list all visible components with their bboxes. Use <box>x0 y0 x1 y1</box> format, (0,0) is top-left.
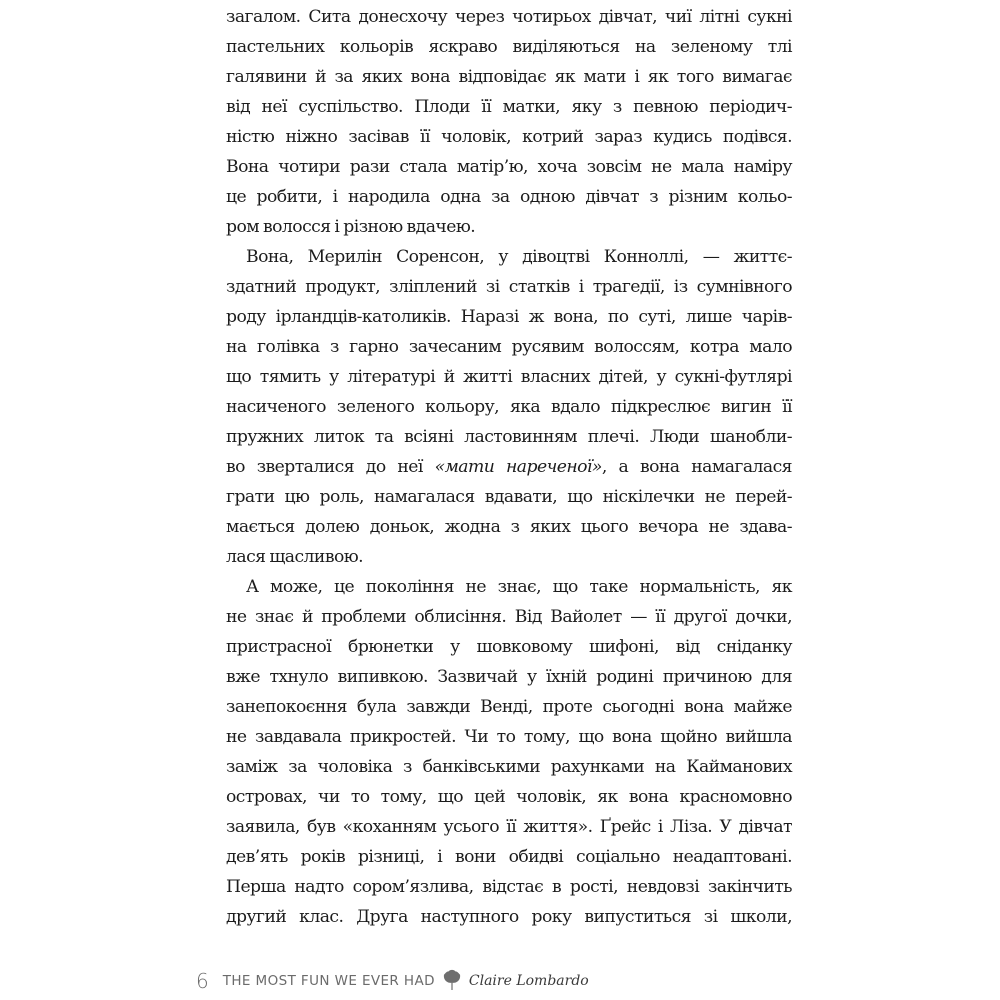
text-run: що тямить у літературі й житті власних дітей, у сукні-футлярі <box>226 367 792 387</box>
text-run: насиченого зеленого кольору, яка вдало підкреслює вигин її <box>226 397 792 417</box>
text-run: роду ірландців-католиків. Наразі ж вона, по суті, лише чарів- <box>226 307 792 327</box>
page-number: 6 <box>196 969 209 993</box>
text-line <box>226 392 792 422</box>
text-line <box>226 542 792 572</box>
text-run: А може, це покоління не знає, що таке нормальність, як <box>246 577 792 597</box>
text-line <box>226 92 792 122</box>
text-line <box>226 332 792 362</box>
text-run: грати цю роль, намагалася вдавати, що ніскілечки не перей- <box>226 487 792 507</box>
body-text <box>226 2 792 932</box>
text-line <box>226 722 792 752</box>
text-line <box>226 632 792 662</box>
text-line <box>226 602 792 632</box>
text-run: пристрасної брюнетки у шовковому шифоні, від сніданку <box>226 637 792 657</box>
text-run: ром волосся і різною вдачею. <box>226 217 476 237</box>
text-line <box>226 212 792 242</box>
text-line <box>226 872 792 902</box>
text-line <box>226 572 792 602</box>
italic-phrase: «мати нареченої» <box>434 457 602 477</box>
text-run: здатний продукт, зліплений зі статків і трагедії, із сумнівного <box>226 277 792 297</box>
running-footer <box>196 966 589 996</box>
text-line <box>226 662 792 692</box>
text-run: не знає й проблеми облисіння. Від Вайолет — її другої дочки, <box>226 607 792 627</box>
text-run: загалом. Сита донесхочу через чотирьох дівчат, чиї літні сукні <box>226 7 792 27</box>
text-line <box>226 152 792 182</box>
text-run: від неї суспільство. Плоди її матки, яку з певною періодич- <box>226 97 792 117</box>
text-run: галявини й за яких вона відповідає як мати і як того вимагає <box>226 67 792 87</box>
text-run: не завдавала прикростей. Чи то тому, що вона щойно вийшла <box>226 727 792 747</box>
text-line <box>226 452 792 482</box>
text-line <box>226 242 792 272</box>
text-line <box>226 422 792 452</box>
text-run: пастельних кольорів яскраво виділяються на зеленому тлі <box>226 37 792 57</box>
text-run: во зверталися до неї <box>226 457 435 477</box>
text-line <box>226 782 792 812</box>
text-line <box>226 902 792 932</box>
text-line <box>226 482 792 512</box>
text-line <box>226 512 792 542</box>
text-run: вже тхнуло випивкою. Зазвичай у їхній родині причиною для <box>226 667 792 687</box>
book-title: THE MOST FUN WE EVER HAD <box>222 973 435 989</box>
text-line <box>226 692 792 722</box>
text-run: це робити, і народила одна за одною дівчат з різним кольо- <box>226 187 792 207</box>
text-line <box>226 122 792 152</box>
text-line <box>226 362 792 392</box>
text-run: заміж за чоловіка з банківськими рахунками на Кайманових <box>226 757 792 777</box>
text-run: дев’ять років різниці, і вони обидві соціально неадаптовані. <box>226 847 792 867</box>
text-run: заявила, був «коханням усього її життя». Ґрейс і Ліза. У дівчат <box>226 817 792 837</box>
text-line <box>226 842 792 872</box>
text-run: пружних литок та всіяні ластовинням плечі. Люди шанобли- <box>226 427 792 447</box>
text-run: занепокоєння була завжди Венді, проте сьогодні вона майже <box>226 697 792 717</box>
paragraph <box>226 2 792 242</box>
text-line <box>226 272 792 302</box>
text-line <box>226 32 792 62</box>
text-run: Вона чотири рази стала матір’ю, хоча зовсім не мала наміру <box>226 157 792 177</box>
paragraph <box>226 572 792 932</box>
author-name: Claire Lombardo <box>468 973 589 989</box>
text-run: на голівка з гарно зачесаним русявим волоссям, котра мало <box>226 337 792 357</box>
ginkgo-leaf-icon <box>443 969 461 993</box>
text-run: Вона, Мерилін Соренсон, у дівоцтві Конноллі, — життє- <box>246 247 792 267</box>
text-run: ністю ніжно засівав її чоловік, котрий зараз кудись подівся. <box>226 127 792 147</box>
text-run: островах, чи то тому, що цей чоловік, як вона красномовно <box>226 787 792 807</box>
text-run: , а вона намагалася <box>601 457 792 477</box>
paragraph <box>226 242 792 572</box>
text-line <box>226 302 792 332</box>
text-line <box>226 752 792 782</box>
text-line <box>226 62 792 92</box>
text-run: другий клас. Друга наступного року випуститься зі школи, <box>226 907 792 927</box>
text-line <box>226 182 792 212</box>
text-run: Перша надто сором’язлива, відстає в рості, невдовзі закінчить <box>226 877 792 897</box>
text-line <box>226 812 792 842</box>
text-run: лася щасливою. <box>226 547 364 567</box>
text-run: мається долею доньок, жодна з яких цього вечора не здава- <box>226 517 792 537</box>
text-line <box>226 2 792 32</box>
